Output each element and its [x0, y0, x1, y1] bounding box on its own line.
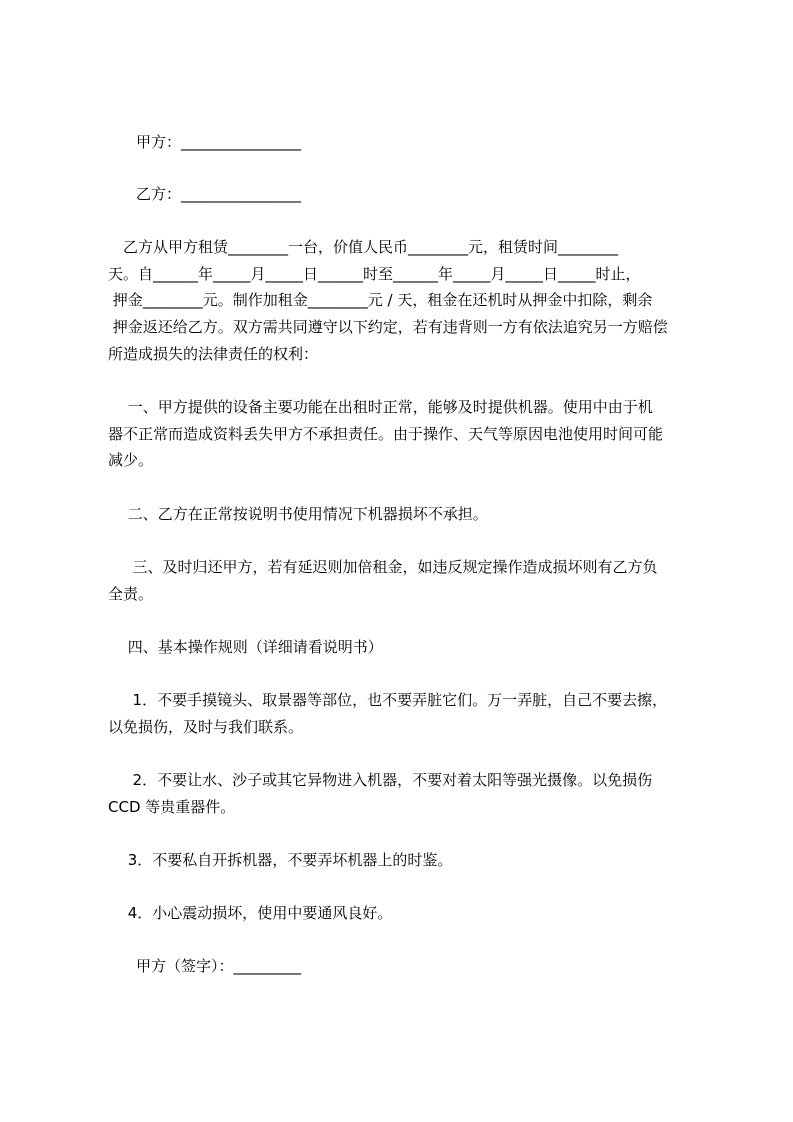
clause-3-line-1: 三、及时归还甲方，若有延迟则加倍租金，如违反规定操作造成损坏则有乙方负 — [108, 558, 658, 576]
clause-2-line: 二、乙方在正常按说明书使用情况下机器损坏不承担。 — [108, 505, 488, 523]
intro-line-2: 天。自______年_____月_____日______时至______年_____月_____日_____时止， — [108, 265, 641, 283]
party-a-line: 甲方：________________ — [136, 133, 302, 151]
clause-1-line-2: 器不正常而造成资料丢失甲方不承担责任。由于操作、天气等原因电池使用时间可能 — [108, 425, 664, 443]
party-a-signature-line: 甲方（签字）：_________ — [136, 957, 302, 975]
intro-line-5: 所造成损失的法律责任的权利： — [108, 345, 319, 363]
clause-3-line-2: 全责。 — [108, 585, 154, 603]
rule-2-line-2: CCD 等贵重器件。 — [108, 798, 236, 816]
rule-1-line-2: 以免损伤，及时与我们联系。 — [108, 718, 304, 736]
rule-3-line: 3．不要私自开拆机器，不要弄坏机器上的时鉴。 — [108, 851, 453, 869]
intro-line-1: 乙方从甲方租赁________一台，价值人民币________元，租赁时间________ — [108, 238, 619, 256]
party-b-line: 乙方：________________ — [136, 185, 302, 203]
clause-1-line-1: 一、甲方提供的设备主要功能在出租时正常，能够及时提供机器。使用中由于机 — [108, 398, 653, 416]
clause-4-line: 四、基本操作规则（详细请看说明书） — [108, 638, 383, 656]
rule-4-line: 4．小心震动损坏，使用中要通风良好。 — [108, 904, 393, 922]
rule-2-line-1: 2．不要让水、沙子或其它异物进入机器，不要对着太阳等强光摄像。以免损伤 — [108, 771, 653, 789]
intro-line-3: 押金________元。制作加租金________元 / 天，租金在还机时从押金中扣除，剩余 — [108, 291, 653, 309]
rule-1-line-1: 1．不要手摸镜头、取景器等部位，也不要弄脏它们。万一弄脏，自己不要去擦， — [108, 691, 668, 709]
intro-line-4: 押金返还给乙方。双方需共同遵守以下约定，若有违背则一方有依法追究另一方赔偿 — [108, 318, 668, 336]
clause-1-line-3: 减少。 — [108, 451, 154, 469]
